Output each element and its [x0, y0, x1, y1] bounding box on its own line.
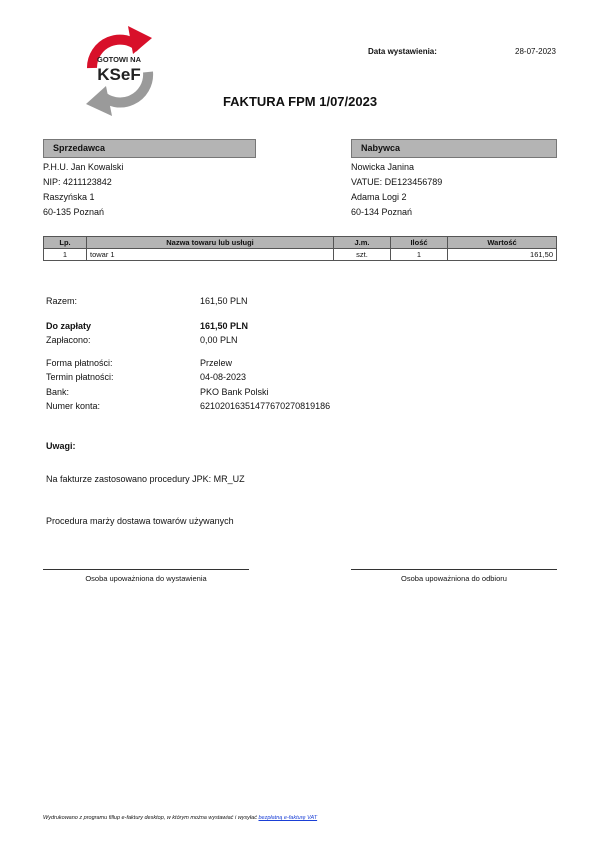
footer — [43, 815, 317, 821]
bank-label: Bank: — [46, 387, 70, 397]
cell-lp: 1 — [44, 249, 87, 261]
items-table — [43, 236, 557, 261]
col-name: Nazwa towaru lub usługi — [87, 237, 334, 249]
items-table-header — [44, 237, 557, 249]
signature-line-issuer — [43, 569, 249, 570]
do-zaplaty-value: 161,50 PLN — [200, 321, 249, 331]
col-value: Wartość — [448, 237, 557, 249]
bank-value: PKO Bank Polski — [200, 387, 269, 397]
seller-street: Raszyńska 1 — [43, 192, 95, 202]
termin-value: 04-08-2023 — [200, 372, 247, 382]
seller-name: P.H.U. Jan Kowalski — [43, 162, 124, 172]
razem-label: Razem: — [46, 296, 78, 306]
forma-value: Przelew — [200, 358, 233, 368]
konto-value: 62102016351477670270819186 — [200, 401, 331, 411]
do-zaplaty-label: Do zapłaty — [46, 321, 92, 331]
zaplacono-value: 0,00 PLN — [200, 335, 238, 345]
footer-text: Wydrukowano z programu fillup e-faktury desktop, w którym można wystawiać i wysyłać — [43, 815, 259, 821]
razem-value: 161,50 PLN — [200, 296, 248, 306]
seller-block — [43, 160, 123, 220]
seller-nip: NIP: 4211123842 — [43, 177, 112, 187]
col-unit: J.m. — [334, 237, 391, 249]
buyer-city: 60-134 Poznań — [351, 207, 413, 217]
cell-value: 161,50 — [448, 249, 557, 261]
issue-date-label: Data wystawienia: — [368, 47, 437, 56]
notes-line-jpk: Na fakturze zastosowano procedury JPK: MR_UZ — [46, 474, 245, 484]
logo-text-line2: KSeF — [97, 65, 141, 84]
col-qty: Ilość — [391, 237, 448, 249]
signature-line-receiver — [351, 569, 557, 570]
seller-city: 60-135 Poznań — [43, 207, 105, 217]
issue-date-value: 28-07-2023 — [515, 47, 556, 56]
invoice-title — [0, 94, 600, 109]
signature-caption-receiver: Osoba upoważniona do odbioru — [401, 574, 507, 583]
buyer-street: Adama Logi 2 — [351, 192, 407, 202]
notes-header: Uwagi: — [46, 441, 76, 451]
buyer-block — [351, 160, 442, 220]
logo-text-line1: GOTOWI NA — [96, 55, 142, 64]
forma-label: Forma płatności: — [46, 358, 113, 368]
seller-header: Sprzedawca — [43, 139, 256, 158]
buyer-vat: VATUE: DE123456789 — [351, 177, 443, 187]
cell-unit: szt. — [334, 249, 391, 261]
footer-link[interactable]: bezpłatną e-fakturę VAT — [258, 815, 318, 821]
col-lp: Lp. — [44, 237, 87, 249]
cell-qty: 1 — [391, 249, 448, 261]
buyer-name: Nowicka Janina — [351, 162, 415, 172]
buyer-header: Nabywca — [351, 139, 557, 158]
table-row — [44, 249, 557, 261]
termin-label: Termin płatności: — [46, 372, 114, 382]
signature-caption-issuer: Osoba upoważniona do wystawienia — [85, 574, 207, 583]
zaplacono-label: Zapłacono: — [46, 335, 91, 345]
konto-label: Numer konta: — [46, 401, 101, 411]
invoice-title-text: FAKTURA FPM 1/07/2023 — [222, 94, 378, 109]
notes-line-marza: Procedura marży dostawa towarów używanych — [46, 516, 234, 526]
cell-name: towar 1 — [87, 249, 334, 261]
